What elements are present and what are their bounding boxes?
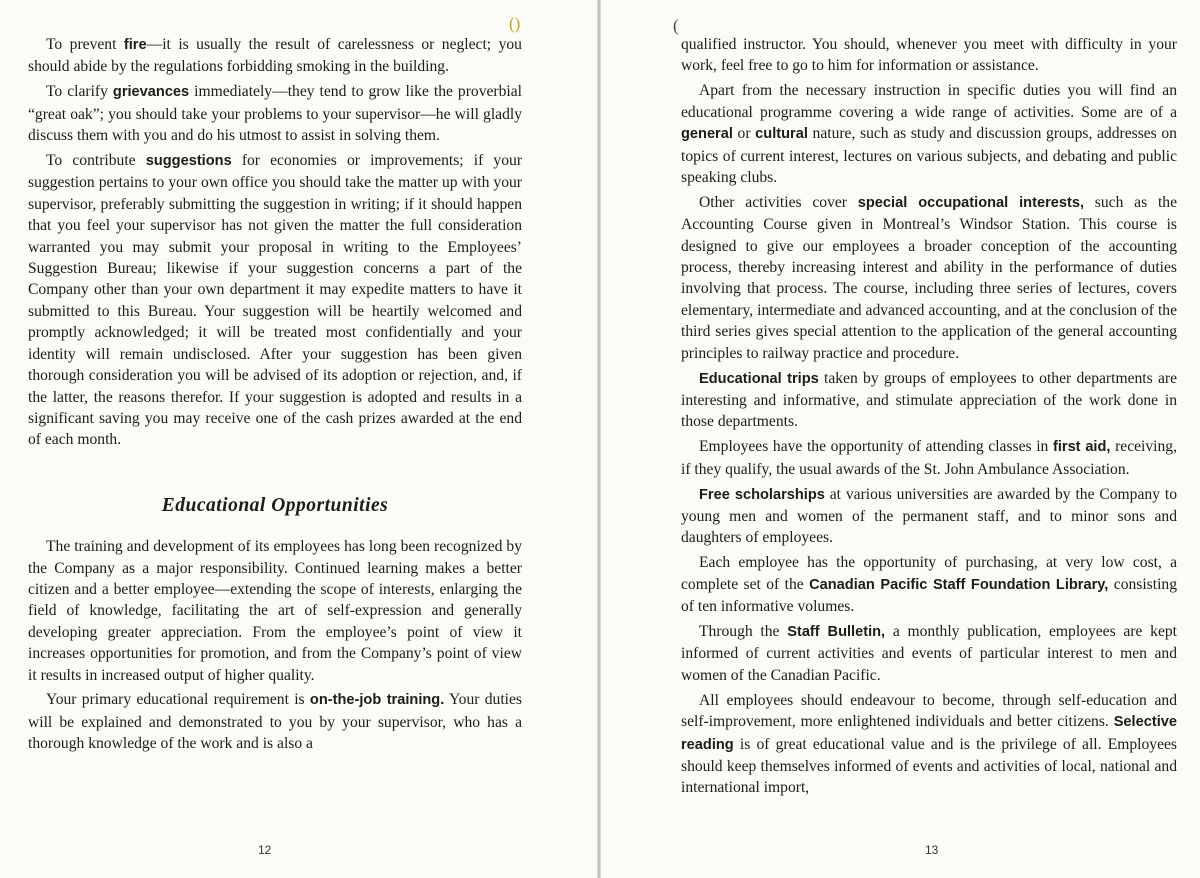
bold-term: grievances bbox=[112, 84, 190, 101]
left-page-text bbox=[28, 34, 522, 758]
text-run: —it is usually the result of carelessness or neglect; you should abide by the regulations forbidding smoking in the building. bbox=[28, 36, 522, 76]
text-run: nature, such as study and discussion groups, addresses on topics of current interest, lectures on various subjects, and debating and public speaking clubs. bbox=[681, 125, 1177, 186]
section-heading: Educational Opportunities bbox=[161, 494, 389, 516]
right-paragraphs bbox=[681, 80, 1177, 799]
right-page bbox=[601, 0, 1200, 878]
bold-term: Canadian Pacific Staff Foundation Library, bbox=[809, 576, 1109, 593]
text-run: Apart from the necessary instruction in specific duties you will find an educational programme covering a wide range of activities. Some are of a bbox=[681, 82, 1177, 121]
right-page-text bbox=[681, 34, 1177, 802]
text-run: such as the Accounting Course given in Montreal’s Windsor Station. This course is designed to give our employees a broader conception of the accounting process, thereby increasing interest and ability in the performance of duties involving that process. The course, including three series of lectures, covers elementary, intermediate and advanced accounting, and at the conclusion of the third series gives special attention to the application of the general accounting principles to railway practice and procedure. bbox=[681, 193, 1177, 362]
paragraph bbox=[681, 690, 1177, 799]
text-run: receiving, if they qualify, the usual awards of the St. John Ambulance Association. bbox=[681, 438, 1178, 478]
left-paragraphs bbox=[28, 34, 522, 451]
bold-term: suggestions bbox=[145, 153, 232, 170]
corner-mark: ( bbox=[673, 16, 679, 35]
paragraph bbox=[681, 34, 1177, 77]
left-paragraphs-after-heading bbox=[28, 536, 522, 755]
text-run: Through the bbox=[699, 623, 788, 641]
corner-mark: () bbox=[509, 14, 521, 33]
text-run: Employees have the opportunity of attending classes in bbox=[699, 438, 1053, 456]
paragraph bbox=[681, 552, 1177, 617]
page-number-right: 13 bbox=[925, 843, 939, 857]
paragraph bbox=[681, 436, 1177, 480]
bold-term: Free scholarships bbox=[699, 486, 825, 503]
bold-term: on-the-job training. bbox=[309, 692, 445, 709]
paragraph bbox=[681, 621, 1177, 686]
bold-term: first aid, bbox=[1052, 439, 1111, 456]
text-run: The training and development of its employees has long been recognized by the Company as a major responsibility. Continued learning makes a better citizen and a better employee—extending the scope of interests, enlarging the field of knowledge, facilitating the art of self-expression and generally developing greater appreciation. From the employee’s point of view it increases opportunities for promotion, and from the Company’s point of view it results in increased output of higher quality. bbox=[28, 538, 522, 684]
paragraph bbox=[681, 484, 1177, 549]
text-run: Your duties will be explained and demonstrated to you by your supervisor, who has a thorough knowledge of the work and is also a bbox=[28, 691, 523, 753]
text-run: immediately—they tend to grow like the proverbial “great oak”; you should take your problems to your supervisor—he will gladly discuss them with you and do his utmost to assist in solving them. bbox=[28, 83, 522, 145]
paragraph bbox=[28, 536, 522, 686]
paragraph bbox=[681, 80, 1177, 188]
text-run: taken by groups of employees to other departments are interesting and informative, and stimulate appreciation of the work done in those departments. bbox=[681, 369, 1177, 431]
text-run: To contribute bbox=[46, 152, 146, 170]
text-run: To prevent bbox=[46, 36, 124, 53]
text-run: All employees should endeavour to become, through self-education and self-improvement, more enlightened individuals and better citizens. bbox=[681, 691, 1177, 731]
text-run: or bbox=[732, 125, 756, 143]
bold-term: fire bbox=[123, 37, 147, 53]
bold-term: cultural bbox=[755, 126, 808, 143]
text-run: consisting of ten informative volumes. bbox=[681, 575, 1178, 616]
text-run: To clarify bbox=[46, 83, 113, 101]
paragraph bbox=[681, 192, 1177, 364]
text-run: for economies or improvements; if your suggestion pertains to your own office you should take the matter up with your supervisor, preferably submitting the suggestion in writing; if it should happen that you feel your supervisor has not given the matter the full consideration warranted you may submit your proposal in writing to the Employees’ Suggestion Bureau; likewise if your suggestion concerns a part of the Company other than your own department it may expedite matters to have it submitted to this Bureau. Your suggestion will be heartily welcomed and promptly acknowledged; it will be treated most confidentially and your identity will remain undisclosed. After your suggestion has been given thorough consideration you will be advised of its adoption or rejection, and, if the latter, the reasons therefor. If your suggestion is adopted and results in a significant saving you may receive one of the cash prizes awarded at the end of each month. bbox=[28, 152, 523, 449]
page-number-left: 12 bbox=[258, 843, 272, 857]
text-run: a monthly publication, employees are kept informed of current activities and events of particular interest to men and women of the Canadian Pacific. bbox=[681, 623, 1177, 684]
text-run: is of great educational value and is the privilege of all. Employees should keep themselves informed of events and activities of local, national and international import, bbox=[681, 735, 1177, 797]
paragraph bbox=[28, 81, 522, 146]
bold-term: general bbox=[681, 126, 733, 143]
paragraph bbox=[28, 34, 522, 78]
paragraph bbox=[28, 689, 522, 754]
paragraph bbox=[681, 368, 1177, 433]
text-run: at various universities are awarded by the Company to young men and women of the permanent staff, and to minor sons and daughters of employees. bbox=[681, 485, 1177, 547]
paragraph bbox=[28, 150, 522, 451]
bold-term: Selective reading bbox=[681, 714, 1177, 753]
bold-term: special occupational interests, bbox=[857, 194, 1085, 211]
text-run: Other activities cover bbox=[699, 193, 858, 211]
left-page bbox=[0, 0, 598, 878]
text-run: Your primary educational requirement is bbox=[46, 691, 310, 709]
bold-term: Staff Bulletin, bbox=[787, 624, 886, 641]
continued-paragraph bbox=[681, 34, 1177, 77]
bold-term: Educational trips bbox=[699, 370, 819, 387]
text-run: qualified instructor. You should, whenever you meet with difficulty in your work, feel free to go to him for information or assistance. bbox=[681, 36, 1177, 75]
text-run: Each employee has the opportunity of purchasing, at very low cost, a complete set of the bbox=[681, 554, 1177, 593]
